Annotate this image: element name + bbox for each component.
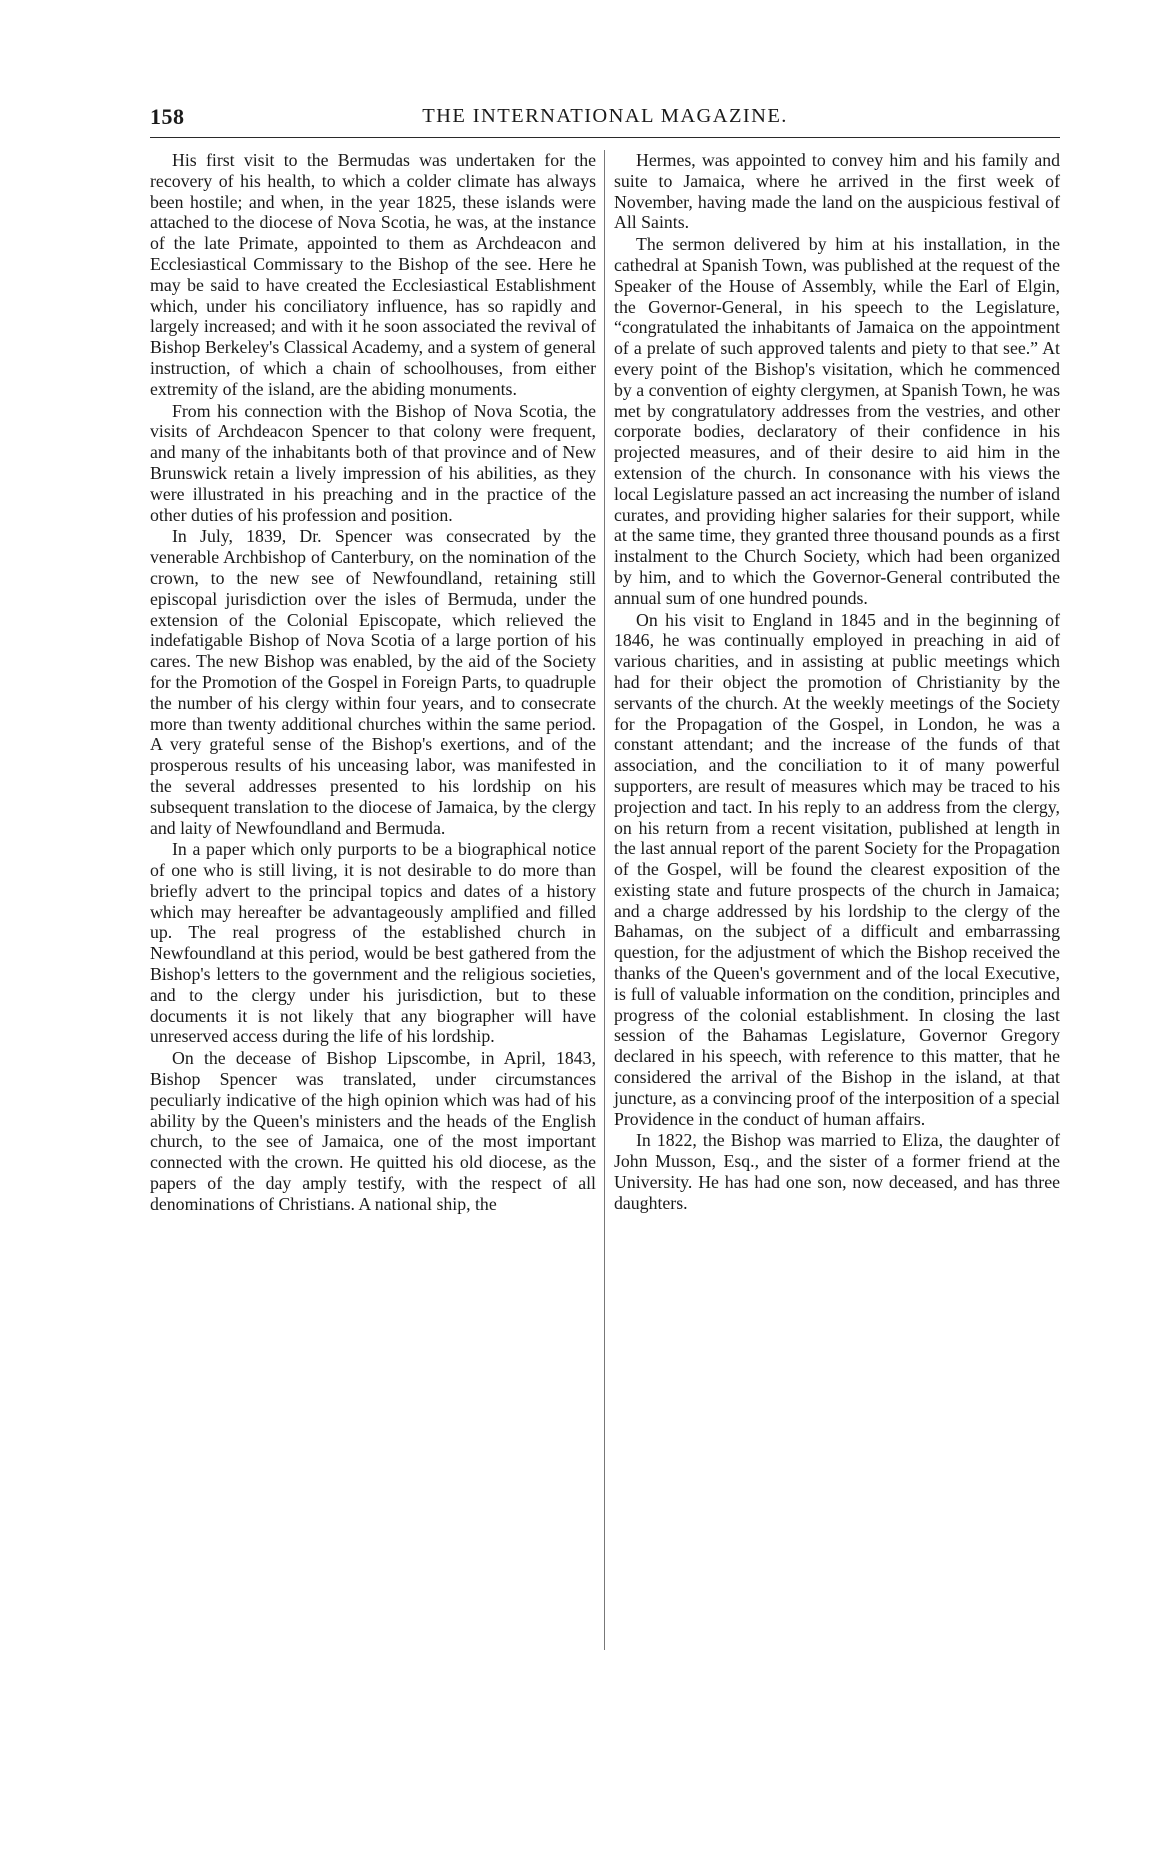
paragraph: On his visit to England in 1845 and in the beginning of 1846, he was continually employed in preaching in aid of various charities, and in assisting at public meetings which had for their object the promotion of Christianity by the servants of the church. At the weekly meetings of the Society for the Propagation of the Gospel, in London, he was a constant attendant; and the increase of the funds of that association, and the conciliation to it of many powerful supporters, are result of measures which may be traced to his projection and tact. In his reply to an address from the clergy, on his return from a recent visitation, published at length in the last annual report of the parent Society for the Propagation of the Gospel, will be found the clearest exposition of the existing state and future prospects of the church in Jamaica; and a charge addressed by his lordship to the clergy of the Bahamas, on the subject of a difficult and embarrassing question, for the adjustment of which the Bishop received the thanks of the Queen's government and of the local Executive, is full of valuable information on the condition, principles and progress of the colonial establishment. In closing the last session of the Bahamas Legislature, Governor Gregory declared in his speech, with reference to this matter, that he considered the arrival of the Bishop in the island, at that juncture, as a convincing proof of the interposition of a special Providence in the conduct of human affairs. — [614, 609, 1060, 1129]
page-header — [150, 104, 1060, 138]
paragraph: The sermon delivered by him at his installation, in the cathedral at Spanish Town, was published at the request of the Speaker of the House of Assembly, while the Earl of Elgin, the Governor-General, in his speech to the Legislature, “congratulated the inhabitants of Jamaica on the appointment of a prelate of such approved talents and piety to that see.” At every point of the Bishop's visitation, which he commenced by a convention of eighty clergymen, at Spanish Town, he was met by congratulatory addresses from the vestries, and other corporate bodies, declaratory of their confidence in his projected measures, and of their desire to aid him in the extension of the church. In consonance with his views the local Legislature passed an act increasing the number of island curates, and providing higher salaries for their support, while at the same time, they granted three thousand pounds as a first instalment to the Church Society, which had been organized by him, and to which the Governor-General contributed the annual sum of one hundred pounds. — [614, 234, 1060, 608]
paragraph: His first visit to the Bermudas was undertaken for the recovery of his health, to which a colder climate has always been hostile; and when, in the year 1825, these islands were attached to the diocese of Nova Scotia, he was, at the instance of the late Primate, appointed to them as Archdeacon and Ecclesiastical Commissary to the Bishop of the see. Here he may be said to have created the Ecclesiastical Establishment which, under his conciliatory influence, has so rapidly and largely increased; and with it he soon associated the revival of Bishop Berkeley's Classical Academy, and a system of general instruction, of which a chain of schoolhouses, from either extremity of the island, are the abiding monuments. — [150, 150, 596, 399]
page-number: 158 — [150, 104, 185, 129]
paragraph: In 1822, the Bishop was married to Eliza, the daughter of John Musson, Esq., and the sister of a former friend at the University. He has had one son, now deceased, and has three daughters. — [614, 1130, 1060, 1213]
right-column — [614, 150, 1060, 1215]
paragraph: In July, 1839, Dr. Spencer was consecrated by the venerable Archbishop of Canterbury, on the nomination of the crown, to the new see of Newfoundland, retaining still episcopal jurisdiction over the isles of Bermuda, under the extension of the Colonial Episcopate, which relieved the indefatigable Bishop of Nova Scotia of a large portion of his cares. The new Bishop was enabled, by the aid of the Society for the Promotion of the Gospel in Foreign Parts, to quadruple the number of his clergy within four years, and to consecrate more than twenty additional churches within the same period. A very grateful sense of the Bishop's exertions, and of the prosperous results of his unceasing labor, was manifested in the several addresses presented to his lordship on his subsequent translation to the diocese of Jamaica, by the clergy and laity of Newfoundland and Bermuda. — [150, 526, 596, 838]
running-title: THE INTERNATIONAL MAGAZINE. — [422, 105, 788, 127]
left-column — [150, 150, 596, 1216]
paragraph: Hermes, was appointed to convey him and his family and suite to Jamaica, where he arrived in the first week of November, having made the land on the auspicious festival of All Saints. — [614, 150, 1060, 233]
column-divider — [604, 150, 605, 1650]
header-rule — [150, 137, 1060, 138]
paragraph: On the decease of Bishop Lipscombe, in April, 1843, Bishop Spencer was translated, under circumstances peculiarly indicative of the high opinion which was had of his ability by the Queen's ministers and the heads of the English church, to the see of Jamaica, one of the most important connected with the crown. He quitted his old diocese, as the papers of the day amply testify, with the respect of all denominations of Christians. A national ship, the — [150, 1048, 596, 1214]
paragraph: From his connection with the Bishop of Nova Scotia, the visits of Archdeacon Spencer to that colony were frequent, and many of the inhabitants both of that province and of New Brunswick retain a lively impression of his abilities, as they were illustrated in his preaching and in the practice of the other duties of his profession and position. — [150, 400, 596, 525]
paragraph: In a paper which only purports to be a biographical notice of one who is still living, it is not desirable to do more than briefly advert to the principal topics and dates of a history which may hereafter be advantageously amplified and filled up. The real progress of the established church in Newfoundland at this period, would be best gathered from the Bishop's letters to the government and the religious societies, and to the clergy under his jurisdiction, but to these documents it is not likely that any biographer will have unreserved access during the life of his lordship. — [150, 839, 596, 1047]
